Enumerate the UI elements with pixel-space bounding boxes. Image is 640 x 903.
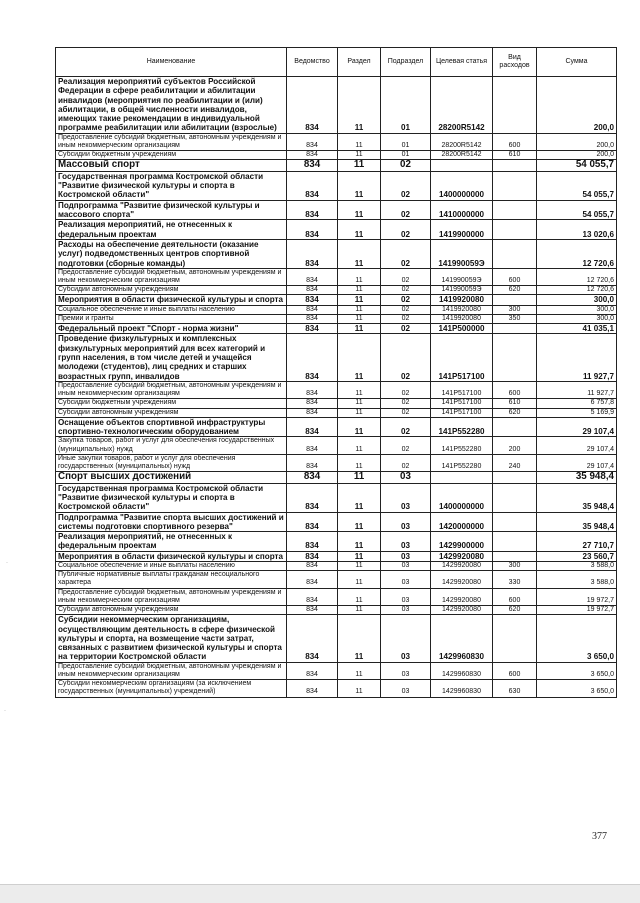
col-header-name: Наименование <box>56 48 287 77</box>
cell-expense <box>493 77 537 134</box>
cell-expense <box>493 220 537 240</box>
cell-subsection: 03 <box>381 571 431 588</box>
cell-dept: 834 <box>287 295 338 305</box>
col-header-subsection: Подраздел <box>381 48 431 77</box>
col-header-sum: Сумма <box>537 48 617 77</box>
cell-expense <box>493 532 537 552</box>
table-row <box>56 268 617 285</box>
cell-expense: 300 <box>493 562 537 571</box>
cell-target: 141P552280 <box>431 417 493 437</box>
cell-sum: 300,0 <box>537 305 617 314</box>
cell-sum: 3 650,0 <box>537 615 617 662</box>
cell-name: Субсидии бюджетным учреждениям <box>56 399 287 408</box>
table-row <box>56 454 617 471</box>
scan-bottom-band <box>0 885 640 903</box>
cell-target: 141990059Э <box>431 239 493 268</box>
table-row <box>56 437 617 454</box>
cell-sum: 41 035,1 <box>537 324 617 334</box>
cell-target: 1410000000 <box>431 200 493 220</box>
cell-name: Подпрограмма "Развитие спорта высших достижений и системы подготовки спортивного резерва" <box>56 512 287 532</box>
cell-name: Массовый спорт <box>56 160 287 172</box>
cell-dept: 834 <box>287 220 338 240</box>
cell-target: 1420000000 <box>431 512 493 532</box>
cell-dept: 834 <box>287 239 338 268</box>
cell-subsection: 03 <box>381 551 431 561</box>
cell-dept: 834 <box>287 437 338 454</box>
cell-sum: 23 560,7 <box>537 551 617 561</box>
cell-sum: 35 948,4 <box>537 512 617 532</box>
cell-dept: 834 <box>287 160 338 172</box>
cell-dept: 834 <box>287 615 338 662</box>
cell-name: Спорт высших достижений <box>56 472 287 484</box>
cell-expense: 330 <box>493 571 537 588</box>
cell-dept: 834 <box>287 408 338 417</box>
cell-name: Федеральный проект "Спорт - норма жизни" <box>56 324 287 334</box>
cell-target: 1429920080 <box>431 562 493 571</box>
cell-expense: 600 <box>493 588 537 605</box>
cell-dept: 834 <box>287 472 338 484</box>
cell-subsection: 02 <box>381 160 431 172</box>
cell-subsection: 03 <box>381 662 431 679</box>
cell-subsection: 03 <box>381 680 431 697</box>
cell-subsection: 02 <box>381 305 431 314</box>
cell-subsection: 02 <box>381 454 431 471</box>
table-row <box>56 417 617 437</box>
cell-name: Субсидии некоммерческим организациям, осуществляющим деятельность в сфере физической культуры и спорта, на возмещение части затрат, связанных с развитием физической культуры и спорта на территории Костромской области <box>56 615 287 662</box>
table-row <box>56 314 617 323</box>
table-row <box>56 571 617 588</box>
cell-dept: 834 <box>287 324 338 334</box>
cell-dept: 834 <box>287 551 338 561</box>
table-row <box>56 334 617 381</box>
table-row <box>56 512 617 532</box>
cell-sum: 54 055,7 <box>537 171 617 200</box>
cell-section: 11 <box>338 562 381 571</box>
cell-subsection: 03 <box>381 512 431 532</box>
cell-expense: 600 <box>493 662 537 679</box>
cell-dept: 834 <box>287 133 338 150</box>
cell-section: 11 <box>338 662 381 679</box>
cell-section: 11 <box>338 399 381 408</box>
cell-target: 1429920080 <box>431 571 493 588</box>
cell-subsection: 02 <box>381 437 431 454</box>
cell-target: 1419900000 <box>431 220 493 240</box>
table-body <box>56 77 617 698</box>
cell-section: 11 <box>338 200 381 220</box>
cell-name: Социальное обеспечение и иные выплаты населению <box>56 305 287 314</box>
cell-name: Закупка товаров, работ и услуг для обеспечения государственных (муниципальных) нужд <box>56 437 287 454</box>
cell-expense: 620 <box>493 606 537 615</box>
cell-section: 11 <box>338 77 381 134</box>
cell-section: 11 <box>338 472 381 484</box>
cell-subsection: 02 <box>381 239 431 268</box>
cell-sum: 12 720,6 <box>537 239 617 268</box>
cell-target <box>431 472 493 484</box>
cell-expense: 200 <box>493 437 537 454</box>
cell-sum: 3 650,0 <box>537 662 617 679</box>
cell-expense <box>493 512 537 532</box>
cell-name: Подпрограмма "Развитие физической культуры и массового спорта" <box>56 200 287 220</box>
col-header-dept: Ведомство <box>287 48 338 77</box>
cell-target: 28200R5142 <box>431 77 493 134</box>
cell-sum: 19 972,7 <box>537 588 617 605</box>
cell-name: Предоставление субсидий бюджетным, автономным учреждениям и иным некоммерческим организациям <box>56 662 287 679</box>
cell-section: 11 <box>338 305 381 314</box>
cell-dept: 834 <box>287 571 338 588</box>
table-row <box>56 239 617 268</box>
cell-subsection: 02 <box>381 220 431 240</box>
cell-target: 1429960830 <box>431 662 493 679</box>
cell-sum: 3 588,0 <box>537 571 617 588</box>
cell-target: 1419920080 <box>431 314 493 323</box>
cell-name: Расходы на обеспечение деятельности (оказание услуг) подведомственных центров спортивной подготовки (сборные команды) <box>56 239 287 268</box>
cell-name: Субсидии бюджетным учреждениям <box>56 151 287 160</box>
cell-name: Предоставление субсидий бюджетным, автономным учреждениям и иным некоммерческим организациям <box>56 588 287 605</box>
table-row <box>56 606 617 615</box>
cell-subsection: 03 <box>381 472 431 484</box>
cell-target: 1429920080 <box>431 606 493 615</box>
table-row <box>56 171 617 200</box>
cell-expense <box>493 324 537 334</box>
cell-name: Субсидии автономным учреждениям <box>56 606 287 615</box>
cell-dept: 834 <box>287 662 338 679</box>
cell-name: Предоставление субсидий бюджетным, автономным учреждениям и иным некоммерческим организациям <box>56 381 287 398</box>
cell-name: Публичные нормативные выплаты гражданам несоциального характера <box>56 571 287 588</box>
cell-subsection: 03 <box>381 588 431 605</box>
cell-target: 1429960830 <box>431 615 493 662</box>
cell-section: 11 <box>338 532 381 552</box>
table-header-row <box>56 48 617 77</box>
cell-sum: 3 650,0 <box>537 680 617 697</box>
cell-target: 1400000000 <box>431 171 493 200</box>
cell-name: Предоставление субсидий бюджетным, автономным учреждениям и иным некоммерческим организациям <box>56 133 287 150</box>
cell-sum: 12 720,6 <box>537 268 617 285</box>
cell-sum: 3 588,0 <box>537 562 617 571</box>
cell-sum: 12 720,6 <box>537 286 617 295</box>
table-row <box>56 160 617 172</box>
cell-target: 1419920080 <box>431 305 493 314</box>
cell-sum: 29 107,4 <box>537 437 617 454</box>
cell-sum: 27 710,7 <box>537 532 617 552</box>
table-row <box>56 472 617 484</box>
budget-table <box>55 47 617 698</box>
cell-target: 141990059Э <box>431 268 493 285</box>
cell-subsection: 02 <box>381 171 431 200</box>
table-row <box>56 220 617 240</box>
cell-sum: 5 169,9 <box>537 408 617 417</box>
cell-target: 141P517100 <box>431 399 493 408</box>
cell-section: 11 <box>338 381 381 398</box>
cell-dept: 834 <box>287 381 338 398</box>
cell-subsection: 02 <box>381 314 431 323</box>
cell-subsection: 03 <box>381 532 431 552</box>
cell-name: Реализация мероприятий субъектов Российской Федерации в сфере реабилитации и абилитации инвалидов (мероприятия по реабилитации и (или) абилитации, в общей численности инвалидов, имеющих такие рекомендации в индивидуальной программе реабилитации или абилитации (взрослые) <box>56 77 287 134</box>
cell-section: 11 <box>338 483 381 512</box>
cell-name: Государственная программа Костромской области "Развитие физической культуры и спорта в Костромской области" <box>56 171 287 200</box>
cell-section: 11 <box>338 408 381 417</box>
cell-subsection: 02 <box>381 295 431 305</box>
cell-name: Мероприятия в области физической культуры и спорта <box>56 551 287 561</box>
cell-target: 1429900000 <box>431 532 493 552</box>
col-header-expense: Вид расходов <box>493 48 537 77</box>
cell-expense <box>493 160 537 172</box>
cell-dept: 834 <box>287 305 338 314</box>
cell-dept: 834 <box>287 399 338 408</box>
table-row <box>56 483 617 512</box>
cell-name: Предоставление субсидий бюджетным, автономным учреждениям и иным некоммерческим организациям <box>56 268 287 285</box>
cell-sum: 29 107,4 <box>537 454 617 471</box>
page-number: 377 <box>592 831 607 842</box>
table-row <box>56 133 617 150</box>
cell-target: 28200R5142 <box>431 133 493 150</box>
table-row <box>56 615 617 662</box>
cell-subsection: 03 <box>381 562 431 571</box>
cell-sum: 200,0 <box>537 77 617 134</box>
cell-section: 11 <box>338 324 381 334</box>
cell-section: 11 <box>338 437 381 454</box>
table-row <box>56 662 617 679</box>
cell-dept: 834 <box>287 454 338 471</box>
cell-section: 11 <box>338 680 381 697</box>
table-row <box>56 562 617 571</box>
cell-name: Государственная программа Костромской области "Развитие физической культуры и спорта в Костромской области" <box>56 483 287 512</box>
cell-target: 141P517100 <box>431 408 493 417</box>
cell-sum: 300,0 <box>537 314 617 323</box>
cell-name: Реализация мероприятий, не отнесенных к федеральным проектам <box>56 532 287 552</box>
cell-name: Социальное обеспечение и иные выплаты населению <box>56 562 287 571</box>
cell-dept: 834 <box>287 334 338 381</box>
cell-subsection: 02 <box>381 381 431 398</box>
cell-expense: 610 <box>493 399 537 408</box>
table-row <box>56 305 617 314</box>
cell-expense: 240 <box>493 454 537 471</box>
cell-expense <box>493 615 537 662</box>
cell-section: 11 <box>338 571 381 588</box>
cell-section: 11 <box>338 417 381 437</box>
cell-dept: 834 <box>287 532 338 552</box>
cell-section: 11 <box>338 551 381 561</box>
table-row <box>56 286 617 295</box>
cell-section: 11 <box>338 171 381 200</box>
cell-expense <box>493 334 537 381</box>
cell-dept: 834 <box>287 77 338 134</box>
cell-expense <box>493 417 537 437</box>
cell-sum: 13 020,6 <box>537 220 617 240</box>
cell-expense <box>493 483 537 512</box>
cell-section: 11 <box>338 268 381 285</box>
cell-name: Иные закупки товаров, работ и услуг для обеспечения государственных (муниципальных) нужд <box>56 454 287 471</box>
cell-sum: 54 055,7 <box>537 200 617 220</box>
cell-target: 1429920080 <box>431 588 493 605</box>
cell-sum: 300,0 <box>537 295 617 305</box>
cell-target <box>431 160 493 172</box>
cell-subsection: 02 <box>381 268 431 285</box>
cell-expense: 600 <box>493 268 537 285</box>
cell-section: 11 <box>338 606 381 615</box>
budget-sheet <box>55 47 616 698</box>
cell-section: 11 <box>338 160 381 172</box>
col-header-target: Целевая статья <box>431 48 493 77</box>
cell-section: 11 <box>338 286 381 295</box>
cell-subsection: 02 <box>381 334 431 381</box>
cell-target: 141P552280 <box>431 437 493 454</box>
cell-dept: 834 <box>287 171 338 200</box>
col-header-section: Раздел <box>338 48 381 77</box>
cell-dept: 834 <box>287 483 338 512</box>
cell-expense <box>493 171 537 200</box>
cell-sum: 29 107,4 <box>537 417 617 437</box>
cell-section: 11 <box>338 334 381 381</box>
cell-target: 141P517100 <box>431 334 493 381</box>
cell-sum: 11 927,7 <box>537 334 617 381</box>
cell-expense <box>493 295 537 305</box>
cell-expense: 600 <box>493 133 537 150</box>
cell-expense: 300 <box>493 305 537 314</box>
cell-dept: 834 <box>287 200 338 220</box>
cell-subsection: 03 <box>381 606 431 615</box>
table-row <box>56 680 617 697</box>
cell-dept: 834 <box>287 680 338 697</box>
cell-expense <box>493 200 537 220</box>
cell-section: 11 <box>338 295 381 305</box>
table-row <box>56 151 617 160</box>
cell-subsection: 01 <box>381 151 431 160</box>
cell-expense <box>493 239 537 268</box>
cell-sum: 19 972,7 <box>537 606 617 615</box>
cell-target: 1429960830 <box>431 680 493 697</box>
table-row <box>56 588 617 605</box>
margin-dot: · <box>6 560 8 566</box>
cell-name: Субсидии автономным учреждениям <box>56 408 287 417</box>
table-row <box>56 381 617 398</box>
cell-section: 11 <box>338 220 381 240</box>
cell-name: Премии и гранты <box>56 314 287 323</box>
table-row <box>56 324 617 334</box>
cell-expense <box>493 551 537 561</box>
cell-section: 11 <box>338 314 381 323</box>
cell-name: Субсидии автономным учреждениям <box>56 286 287 295</box>
cell-sum: 35 948,4 <box>537 483 617 512</box>
cell-name: Мероприятия в области физической культуры и спорта <box>56 295 287 305</box>
cell-section: 11 <box>338 133 381 150</box>
cell-name: Оснащение объектов спортивной инфраструктуры спортивно-технологическим оборудованием <box>56 417 287 437</box>
cell-subsection: 02 <box>381 408 431 417</box>
table-row <box>56 408 617 417</box>
cell-subsection: 03 <box>381 615 431 662</box>
cell-dept: 834 <box>287 268 338 285</box>
cell-dept: 834 <box>287 151 338 160</box>
cell-expense: 620 <box>493 286 537 295</box>
cell-sum: 6 757,8 <box>537 399 617 408</box>
table-row <box>56 399 617 408</box>
cell-section: 11 <box>338 588 381 605</box>
table-row <box>56 77 617 134</box>
cell-target: 141990059Э <box>431 286 493 295</box>
cell-sum: 35 948,4 <box>537 472 617 484</box>
cell-section: 11 <box>338 512 381 532</box>
cell-subsection: 01 <box>381 77 431 134</box>
cell-target: 141P517100 <box>431 381 493 398</box>
cell-subsection: 02 <box>381 417 431 437</box>
cell-expense: 350 <box>493 314 537 323</box>
cell-dept: 834 <box>287 314 338 323</box>
cell-expense: 600 <box>493 381 537 398</box>
cell-section: 11 <box>338 454 381 471</box>
cell-sum: 200,0 <box>537 133 617 150</box>
cell-dept: 834 <box>287 588 338 605</box>
cell-target: 1419920080 <box>431 295 493 305</box>
cell-subsection: 02 <box>381 200 431 220</box>
cell-dept: 834 <box>287 417 338 437</box>
cell-target: 141P552280 <box>431 454 493 471</box>
cell-target: 1429920080 <box>431 551 493 561</box>
cell-expense <box>493 472 537 484</box>
cell-name: Проведение физкультурных и комплексных физкультурных мероприятий для всех категорий и групп населения, в том числе детей и учащейся молодежи (студентов), лиц средних и старших возрастных групп, инвалидов <box>56 334 287 381</box>
cell-dept: 834 <box>287 286 338 295</box>
cell-expense: 630 <box>493 680 537 697</box>
cell-sum: 11 927,7 <box>537 381 617 398</box>
cell-expense: 610 <box>493 151 537 160</box>
cell-name: Субсидии некоммерческим организациям (за исключением государственных (муниципальных) учреждений) <box>56 680 287 697</box>
cell-target: 141P500000 <box>431 324 493 334</box>
cell-subsection: 02 <box>381 286 431 295</box>
cell-dept: 834 <box>287 606 338 615</box>
table-row <box>56 532 617 552</box>
cell-sum: 200,0 <box>537 151 617 160</box>
cell-subsection: 02 <box>381 324 431 334</box>
cell-expense: 620 <box>493 408 537 417</box>
cell-subsection: 01 <box>381 133 431 150</box>
cell-section: 11 <box>338 615 381 662</box>
cell-target: 1400000000 <box>431 483 493 512</box>
cell-subsection: 02 <box>381 399 431 408</box>
cell-target: 28200R5142 <box>431 151 493 160</box>
cell-name: Реализация мероприятий, не отнесенных к федеральным проектам <box>56 220 287 240</box>
cell-subsection: 03 <box>381 483 431 512</box>
cell-section: 11 <box>338 239 381 268</box>
cell-sum: 54 055,7 <box>537 160 617 172</box>
table-row <box>56 200 617 220</box>
table-row <box>56 295 617 305</box>
cell-section: 11 <box>338 151 381 160</box>
cell-dept: 834 <box>287 512 338 532</box>
table-row <box>56 551 617 561</box>
cell-dept: 834 <box>287 562 338 571</box>
margin-dot: · <box>4 708 6 714</box>
